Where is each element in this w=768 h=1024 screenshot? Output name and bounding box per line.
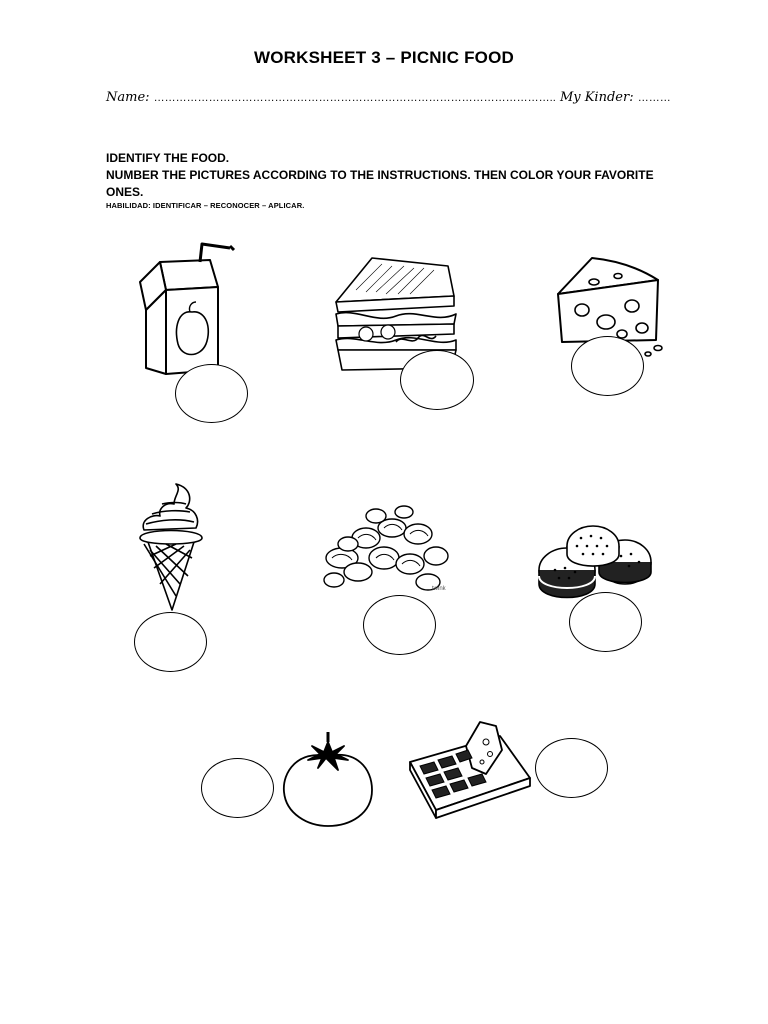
nuts-picture <box>318 498 452 604</box>
tomato-number-oval[interactable] <box>201 758 274 818</box>
kinder-field[interactable]: ……… <box>637 92 671 104</box>
tomato-picture <box>278 728 378 828</box>
ice-cream-number-oval[interactable] <box>134 612 207 672</box>
tomato-icon <box>278 728 378 828</box>
nuts-number-oval[interactable] <box>363 595 436 655</box>
skill-line: HABILIDAD: IDENTIFICAR – RECONOCER – APLICAR. <box>106 201 305 210</box>
instruction-line-1: IDENTIFY THE FOOD. <box>106 151 230 165</box>
sandwich-number-oval[interactable] <box>400 350 474 410</box>
kinder-label: My Kinder: <box>559 90 634 105</box>
cheese-number-oval[interactable] <box>571 336 644 396</box>
instruction-line-2: NUMBER THE PICTURES ACCORDING TO THE INSTRUCTIONS. THEN COLOR YOUR FAVORITE ONES. <box>106 168 654 199</box>
chocolate-picture <box>406 712 536 822</box>
worksheet-title: WORKSHEET 3 – PICNIC FOOD <box>253 48 515 67</box>
chocolate-number-oval[interactable] <box>535 738 608 798</box>
cookies-picture <box>535 520 655 604</box>
instructions <box>106 150 666 201</box>
name-label: Name: <box>106 90 150 105</box>
cookies-number-oval[interactable] <box>569 592 642 652</box>
cookies-icon <box>535 520 655 604</box>
juice-box-picture <box>130 232 240 382</box>
juice-box-number-oval[interactable] <box>175 364 248 423</box>
ice-cream-icon <box>136 480 206 615</box>
juice-box-icon <box>130 232 240 382</box>
nuts-watermark: twink <box>432 586 446 592</box>
ice-cream-picture <box>136 480 206 615</box>
name-field[interactable]: ……………………………………………………………………………………………….. <box>153 92 556 104</box>
name-line <box>106 90 671 105</box>
chocolate-icon <box>406 712 536 822</box>
